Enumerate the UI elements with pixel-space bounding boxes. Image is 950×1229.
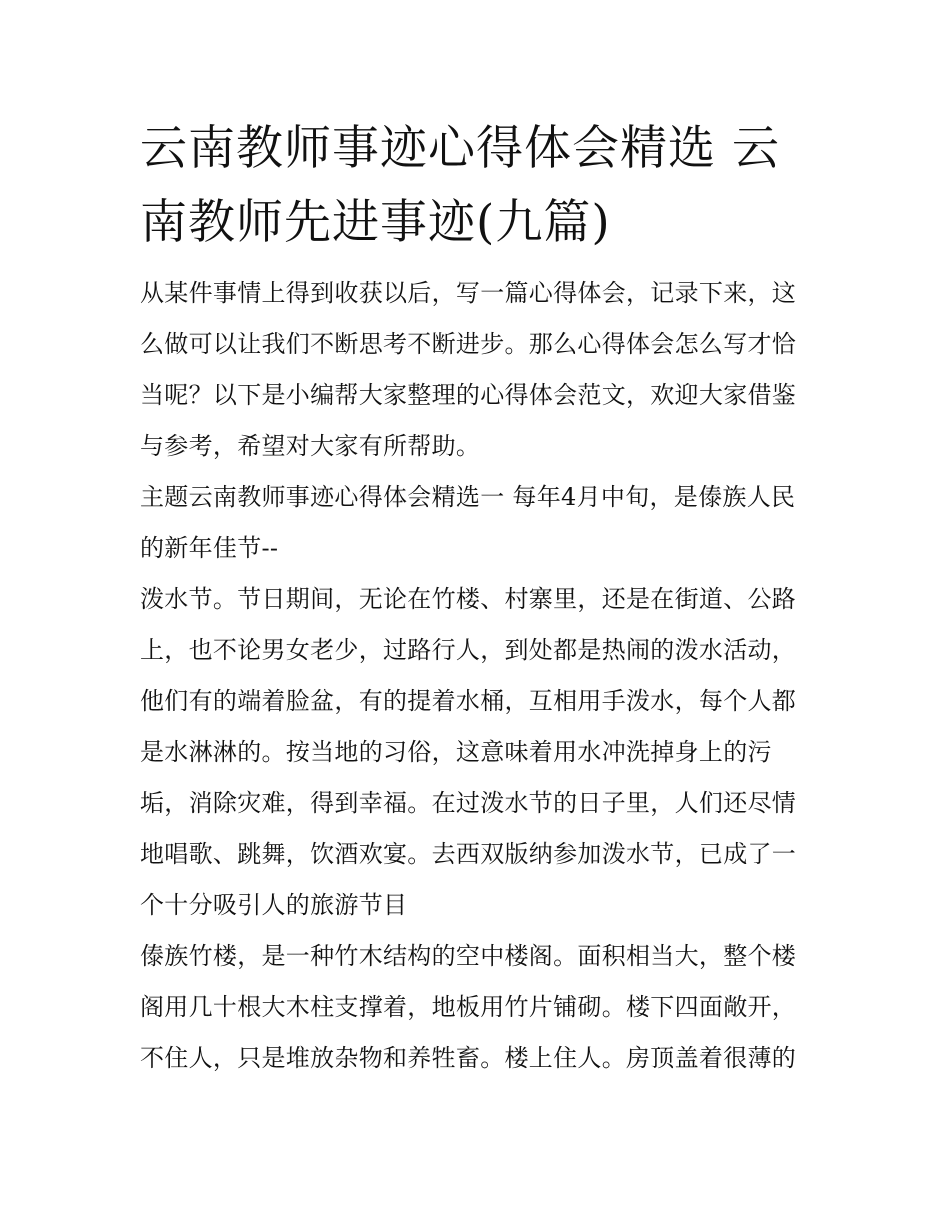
paragraph-bamboo-house: 傣族竹楼，是一种竹木结构的空中楼阁。面积相当大，整个楼阁用几十根大木柱支撑着，地板用竹片铺砌。楼下四面敞开，不住人，只是堆放杂物和养牲畜。楼上住人。房顶盖着很薄的 [140, 942, 797, 1072]
paragraph-intro: 从某件事情上得到收获以后，写一篇心得体会，记录下来，这么做可以让我们不断思考不断进步。那么心得体会怎么写才恰当呢？以下是小编帮大家整理的心得体会范文，欢迎大家借鉴与参考，希望对大家有所帮助。 [140, 279, 797, 460]
document-title: 云南教师事迹心得体会精选 云南教师先进事迹(九篇) [140, 121, 780, 250]
paragraph-topic-heading: 主题云南教师事迹心得体会精选一 每年4月中旬，是傣族人民的新年佳节-- [140, 483, 796, 562]
paragraph-water-festival: 泼水节。节日期间，无论在竹楼、村寨里，还是在街道、公路上，也不论男女老少，过路行人，到处都是热闹的泼水活动，他们有的端着脸盆，有的提着水桶，互相用手泼水，每个人都是水淋淋的。按当地的习俗，这意味着用水冲洗掉身上的污垢，消除灾难，得到幸福。在过泼水节的日子里，人们还尽情地唱歌、跳舞，饮酒欢宴。去西双版纳参加泼水节，已成了一个十分吸引人的旅游节目 [140, 585, 797, 919]
document-body [140, 112, 812, 1084]
